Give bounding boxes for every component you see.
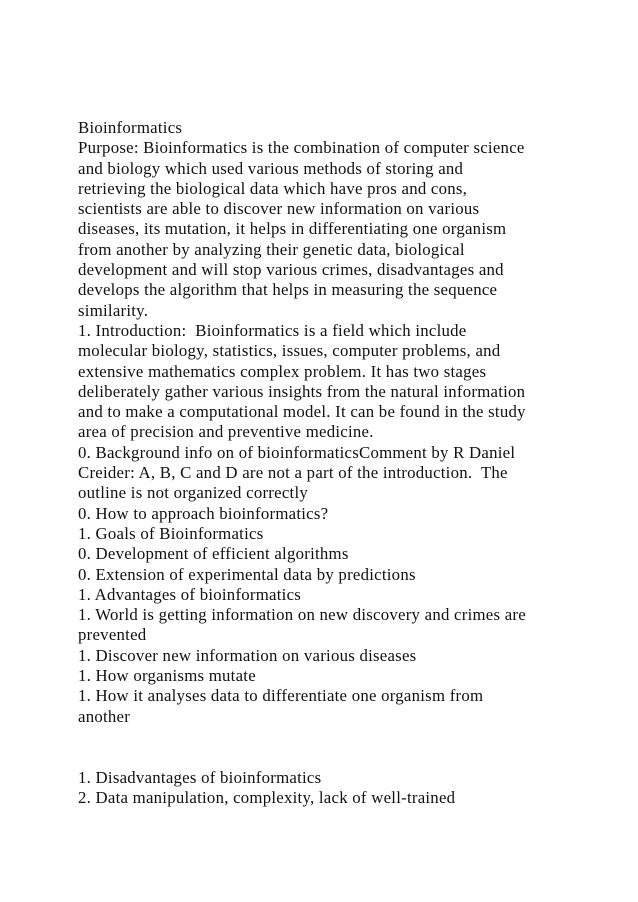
text-line: and to make a computational model. It can be found in the study	[78, 402, 526, 422]
blank-line	[78, 747, 578, 767]
text-line: extensive mathematics complex problem. It has two stages	[78, 361, 487, 381]
document-text	[78, 118, 578, 808]
text-line: 1. How it analyses data to differentiate one organism from	[78, 686, 484, 706]
blank-line	[78, 727, 578, 747]
text-line: and biology which used various methods of storing and	[78, 158, 464, 178]
text-line: outline is not organized correctly	[78, 483, 309, 503]
text-line: molecular biology, statistics, issues, computer problems, and	[78, 341, 501, 361]
text-line: scientists are able to discover new information on various	[78, 199, 480, 219]
text-line: 0. How to approach bioinformatics?	[78, 503, 329, 523]
text-line: deliberately gather various insights from the natural information	[78, 381, 526, 401]
text-line: 1. Goals of Bioinformatics	[78, 523, 264, 543]
text-line: 1. Introduction: Bioinformatics is a field which include	[78, 320, 467, 340]
text-line: 0. Development of efficient algorithms	[78, 544, 349, 564]
text-line: another	[78, 706, 131, 726]
text-line: 0. Extension of experimental data by predictions	[78, 564, 416, 584]
text-line: 1. World is getting information on new discovery and crimes are	[78, 605, 526, 625]
text-line: 1. How organisms mutate	[78, 666, 256, 686]
text-line: from another by analyzing their genetic data, biological	[78, 239, 465, 259]
text-line: development and will stop various crimes, disadvantages and	[78, 260, 504, 280]
text-line: similarity.	[78, 300, 149, 320]
text-line: 0. Background info on of bioinformaticsComment by R Daniel	[78, 442, 516, 462]
text-line: develops the algorithm that helps in measuring the sequence	[78, 280, 498, 300]
text-line: prevented	[78, 625, 147, 645]
text-line: Purpose: Bioinformatics is the combination of computer science	[78, 138, 525, 158]
text-line: Creider: A, B, C and D are not a part of the introduction. The	[78, 463, 508, 483]
document-title: Bioinformatics	[78, 118, 183, 137]
text-line: 1. Advantages of bioinformatics	[78, 584, 302, 604]
text-line: retrieving the biological data which have pros and cons,	[78, 178, 468, 198]
text-line: diseases, its mutation, it helps in differentiating one organism	[78, 219, 507, 239]
text-line: 2. Data manipulation, complexity, lack of well-trained	[78, 787, 456, 807]
text-line: area of precision and preventive medicine.	[78, 422, 374, 442]
text-line: 1. Discover new information on various diseases	[78, 645, 417, 665]
text-line: 1. Disadvantages of bioinformatics	[78, 767, 322, 787]
